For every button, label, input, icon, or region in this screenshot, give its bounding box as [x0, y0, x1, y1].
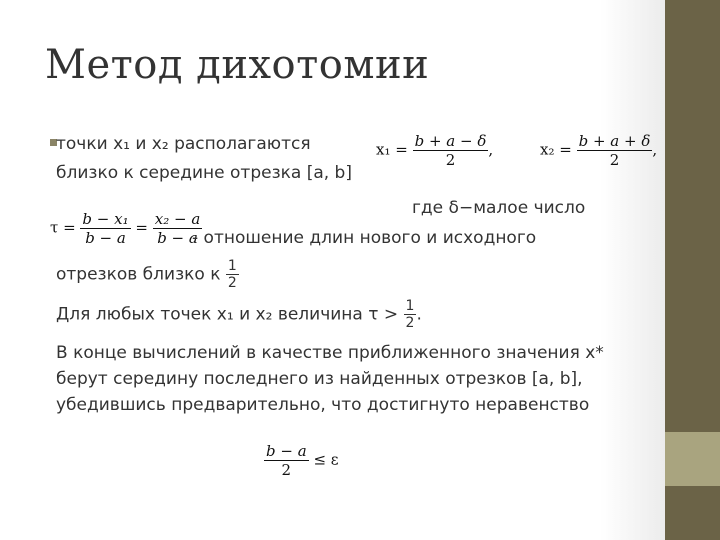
x1-numerator: b + a − δ [414, 132, 487, 150]
formula-x1 [376, 132, 493, 169]
ratio-text: - отношение длин нового и исходного [192, 228, 537, 248]
tau-half-numerator: 1 [405, 298, 415, 314]
ineq-rhs: ≤ ε [313, 450, 339, 469]
x2-denominator: 2 [577, 150, 653, 169]
ineq-fraction [264, 442, 309, 479]
right-shade [600, 0, 665, 540]
x1-comma: , [488, 140, 494, 159]
end-line-3: убедившись предварительно, что достигнуто неравенство [56, 395, 590, 415]
tau-numerator-1: b − x₁ [82, 210, 129, 228]
tau-equals: = [135, 218, 148, 237]
ineq-numerator: b − a [266, 442, 307, 460]
ratio-text-line-2 [56, 258, 239, 291]
tau-fraction-1 [80, 210, 130, 247]
ineq-denominator: 2 [264, 460, 309, 479]
tau-denominator-1: b − a [80, 228, 130, 247]
x1-denominator: 2 [413, 150, 489, 169]
tau-numerator-2: x₂ − a [154, 210, 201, 228]
formula-tau [50, 210, 202, 247]
slide-title: Метод дихотомии [45, 42, 430, 88]
formula-inequality [264, 442, 339, 479]
ratio-text-2: отрезков близко к [56, 264, 221, 285]
text-line-2: близко к середине отрезка [a, b] [56, 163, 352, 183]
x1-lhs: x₁ = [376, 140, 408, 159]
formula-x2 [540, 132, 657, 169]
half-denominator: 2 [227, 275, 237, 291]
tau-half-denominator: 2 [405, 315, 415, 331]
end-line-2: берут середину последнего из найденных отрезков [a, b], [56, 369, 583, 389]
x2-numerator: b + a + δ [578, 132, 651, 150]
delta-note: где δ−малое число [412, 198, 586, 218]
half-fraction [226, 258, 239, 291]
x2-comma: , [652, 140, 658, 159]
tau-half-fraction [404, 298, 417, 331]
tau-line [56, 298, 422, 331]
x1-fraction [413, 132, 489, 169]
tau-lhs: τ = [50, 218, 76, 237]
end-line-1: В конце вычислений в качестве приближенного значения x* [56, 343, 604, 363]
tau-line-dot: . [416, 304, 422, 325]
x2-fraction [577, 132, 653, 169]
decorative-sidebar-accent [665, 432, 720, 486]
half-numerator: 1 [227, 258, 237, 274]
text-line-1: точки x₁ и x₂ располагаются [56, 134, 311, 154]
tau-denominator-2: b − a [153, 228, 203, 247]
x2-lhs: x₂ = [540, 140, 572, 159]
tau-line-text: Для любых точек x₁ и x₂ величина τ > [56, 304, 399, 325]
